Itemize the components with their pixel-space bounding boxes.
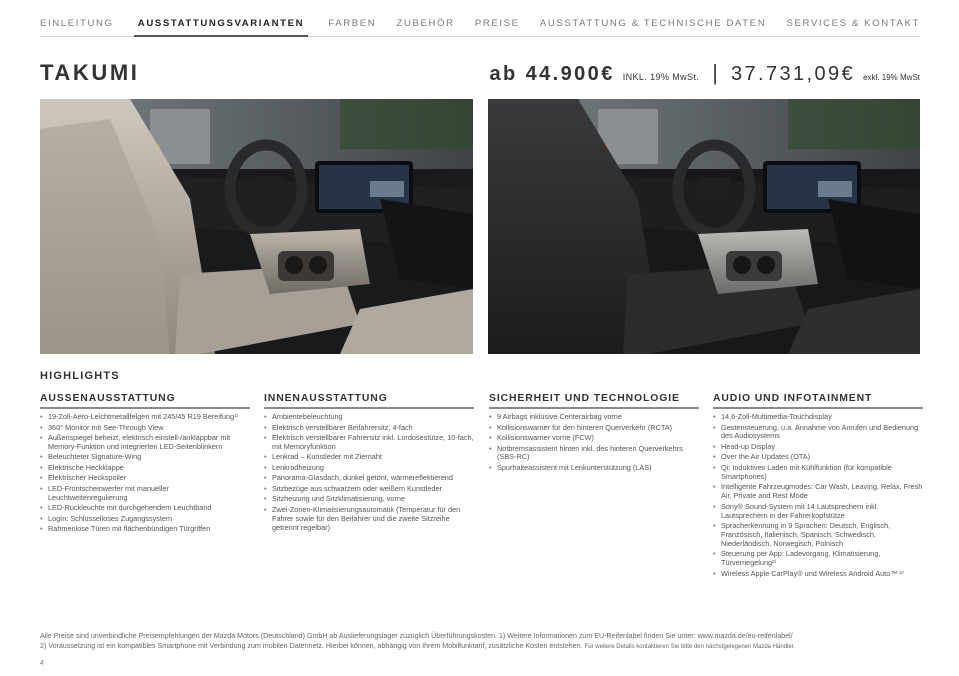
price-separator: | xyxy=(712,60,718,85)
list-item: • Kollisionswarner für den hinteren Querverkehr (RCTA) xyxy=(489,424,699,433)
column-sicherheit-technologie xyxy=(489,393,699,474)
list-item: • Lenkrad – Kunstleder mit Ziernaht xyxy=(264,453,474,462)
price-line xyxy=(490,60,920,86)
footnote-line-2 xyxy=(40,641,920,652)
list-item: • 14,6-Zoll-Multimedia-Touchdisplay xyxy=(713,413,923,422)
feature-list xyxy=(489,413,699,473)
price-net-note: exkl. 19% MwSt xyxy=(863,73,920,82)
list-item: • Qi: Induktives Laden mit Kühlfunktion (für kompatible Smartphones) xyxy=(713,464,923,482)
nav-ausstattungsvarianten[interactable]: AUSSTATTUNGSVARIANTEN xyxy=(134,0,308,37)
price-gross: ab 44.900€ xyxy=(489,63,615,85)
nav-einleitung[interactable]: EINLEITUNG xyxy=(40,18,114,29)
list-item: • LED-Frontscheinwerfer mit manueller Leuchtweitenregulierung xyxy=(40,485,250,503)
feature-list xyxy=(264,413,474,533)
column-title: INNENAUSSTATTUNG xyxy=(264,393,474,409)
list-item: • Spracherkennung in 9 Sprachen: Deutsch, Englisch, Französisch, Italienisch, Spanisch, Schwedisch, Niederländisch, Norwegisch, Polnisch xyxy=(713,522,923,549)
list-item: • Zwei-Zonen-Klimatisierungsautomatik (Temperatur für den Fahrer sowie für den Beifahrer und die zweite Sitzreihe getrennt regelbar) xyxy=(264,506,474,533)
list-item: • Außenspiegel beheizt, elektrisch einstell-/anklappbar mit Memory-Funktion und integrierten LED-Seitenblinkern xyxy=(40,434,250,452)
footnote xyxy=(40,631,920,652)
nav-services-kontakt[interactable]: SERVICES & KONTAKT xyxy=(786,18,920,29)
footnote-line-2-text: 2) Voraussetzung ist ein kompatibles Smartphone mit Verbindung zum mobilen Datennetz. Hierbei können, abhängig von Ihrem Mobilfunktarif, zusätzliche Kosten entstehen. xyxy=(40,642,583,650)
price-gross-note: INKL. 19% MwSt. xyxy=(622,72,700,82)
column-audio-infotainment xyxy=(713,393,923,580)
feature-list xyxy=(713,413,923,579)
list-item: • LED-Rückleuchte mit durchgehendem Leuchtband xyxy=(40,504,250,513)
list-item: • Lenkradheizung xyxy=(264,464,474,473)
feature-list xyxy=(40,413,250,534)
list-item: • Panorama-Glasdach, dunkel getönt, wärmereflektierend xyxy=(264,474,474,483)
column-title: AUDIO UND INFOTAINMENT xyxy=(713,393,923,409)
list-item: • Beleuchteter Signature-Wing xyxy=(40,453,250,462)
interior-photo-dark xyxy=(488,99,920,354)
list-item: • Sitzbezüge aus schwarzem oder weißem Kunstleder xyxy=(264,485,474,494)
page-number: 4 xyxy=(40,660,44,667)
list-item: • 19-Zoll-Aero-Leichtmetallfelgen mit 245/45 R19 Bereifung¹⁾ xyxy=(40,413,250,422)
footnote-line-2-small: Für weitere Details kontaktieren Sie bitte den nächstgelegenen Mazda Händler. xyxy=(584,644,796,650)
list-item: • Elektrisch verstellbarer Beifahrersitz, 4-fach xyxy=(264,424,474,433)
list-item: • Elektrischer Heckspoiler xyxy=(40,474,250,483)
list-item: • Kollisionswarner vorne (FCW) xyxy=(489,434,699,443)
top-navigation xyxy=(40,0,920,37)
nav-zubehoer[interactable]: ZUBEHÖR xyxy=(396,18,455,29)
column-title: AUSSENAUSSTATTUNG xyxy=(40,393,250,409)
list-item: • 360° Monitor mit See-Through View xyxy=(40,424,250,433)
list-item: • Elektrisch verstellbarer Fahrersitz inkl. Lordosestütze, 10-fach, mit Memoryfunktion xyxy=(264,434,474,452)
list-item: • 9 Airbags inklusive Centerairbag vorne xyxy=(489,413,699,422)
list-item: • Elektrische Heckklappe xyxy=(40,464,250,473)
list-item: • Spurhalteassistent mit Lenkunterstützung (LAS) xyxy=(489,464,699,473)
column-innenausstattung xyxy=(264,393,474,534)
list-item: • Gestensteuerung, u.a. Annahme von Anrufen und Bedienung des Audiosystems xyxy=(713,424,923,442)
highlights-heading: HIGHLIGHTS xyxy=(40,370,120,382)
list-item: • Sony® Sound-System mit 14 Lautsprechern inkl. Lautsprechern in der Fahrerkopfstütze xyxy=(713,503,923,521)
interior-photo-light xyxy=(40,99,473,354)
list-item: • Over the Air Updates (OTA) xyxy=(713,453,923,462)
list-item: • Sitzheizung und Sitzklimatisierung, vorne xyxy=(264,495,474,504)
list-item: • Wireless Apple CarPlay® und Wireless Android Auto™ ²⁾ xyxy=(713,570,923,579)
column-aussenausstattung xyxy=(40,393,250,536)
list-item: • Rahmenlose Türen mit flächenbündigen Türgriffen xyxy=(40,525,250,534)
nav-preise[interactable]: PREISE xyxy=(474,18,520,29)
list-item: • Notbremsassistent hinten inkl. des hinteren Querverkehrs (SBS-RC) xyxy=(489,445,699,463)
list-item: • Ambientebeleuchtung xyxy=(264,413,474,422)
page-title: TAKUMI xyxy=(40,60,140,85)
list-item: • LogIn: Schlüsselloses Zugangssystem xyxy=(40,515,250,524)
nav-ausstattung-technische-daten[interactable]: AUSSTATTUNG & TECHNISCHE DATEN xyxy=(539,18,767,29)
price-net: 37.731,09€ xyxy=(730,63,856,85)
column-title: SICHERHEIT UND TECHNOLOGIE xyxy=(489,393,699,409)
footnote-line-1: Alle Preise sind unverbindliche Preisempfehlungen der Mazda Motors (Deutschland) GmbH ab Auslieferungslager zuzüglich Überführungskosten. 1) Weitere Informationen zum EU-Reifenlabel finden Sie unter: www.mazda.de/eu-reifenlabel/ xyxy=(40,632,793,640)
nav-farben[interactable]: FARBEN xyxy=(328,18,377,29)
list-item: • Intelligente Fahrzeugmodes: Car Wash, Leaving, Relax, Fresh Air, Private and Rest Mode xyxy=(713,483,923,501)
list-item: • Steuerung per App: Ladevorgang, Klimatisierung, Türverriegelung²⁾ xyxy=(713,550,923,568)
list-item: • Head-up Display xyxy=(713,443,923,452)
